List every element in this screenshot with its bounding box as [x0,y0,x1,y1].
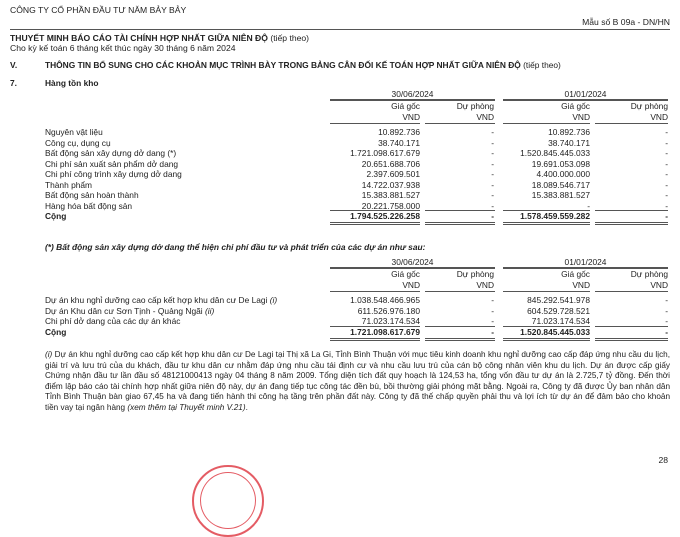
col-provision: Dự phòng [456,101,494,111]
rule [330,338,420,339]
cost-value-1: 2.397.609.501 [366,169,420,179]
table-row [0,138,680,149]
rule [425,222,495,223]
rule [595,338,668,339]
para-end: . [245,402,248,412]
cost-value-1: 14.722.037.938 [361,179,420,190]
col-provision: Dự phòng [630,269,668,279]
col-unit: VND [402,112,420,122]
row-label: Chi phí dở dang của các dự án khác [45,316,181,326]
cost-value-1: 10.892.736 [378,127,420,137]
rule [503,340,590,341]
page-title [10,33,309,43]
rule [595,340,668,341]
cost-value-1: 611.526.976.180 [357,305,420,316]
cost-value-2: 845.292.541.978 [527,295,590,305]
row-label: Bất động sản hoàn thành [45,190,139,200]
table-row [0,295,680,306]
row-label [45,306,214,316]
row-label: Nguyên vật liệu [45,127,103,137]
rule [503,291,590,292]
cost-value-2: 18.089.546.717 [531,179,590,190]
table-row [0,190,680,201]
table-row [0,180,680,191]
title-cont: (tiếp theo) [270,33,310,43]
rule [503,222,590,223]
col-cost: Giá gốc [391,101,420,111]
rule [425,340,495,341]
provision-value-2: - [665,127,668,137]
row-label [45,295,277,305]
cost-value-2: 1.578.459.559.282 [520,211,590,221]
provision-value-1: - [491,211,494,221]
cost-value-2: 10.892.736 [548,127,590,137]
header-rule [10,29,670,30]
provision-value-2: - [665,211,668,221]
row-label: Công cụ, dụng cụ [45,137,111,148]
provision-value-2: - [665,326,668,337]
col-unit: VND [572,112,590,122]
total-row [0,327,680,338]
provision-value-1: - [491,200,494,211]
provision-value-2: - [665,137,668,148]
row-ref: (ii) [204,305,215,316]
provision-value-1: - [491,295,494,305]
company-stamp [192,465,264,537]
col-date-2: 01/01/2024 [564,257,607,267]
cost-value-1: 1.721.098.617.679 [350,326,420,337]
provision-value-1: - [491,127,494,137]
section-cont: (tiếp theo) [523,60,561,70]
provision-value-1: - [491,169,494,179]
provision-value-1: - [491,305,494,316]
row-label: Cộng [45,211,67,221]
provision-value-2: - [665,169,668,179]
cost-value-1: 71.023.174.534 [361,316,420,326]
rule [330,340,420,341]
rule [330,123,420,124]
col-unit: VND [650,280,668,290]
cost-value-1: 38.740.171 [378,137,420,148]
col-cost: Giá gốc [561,101,590,111]
company-name: CÔNG TY CỔ PHẦN ĐẦU TƯ NĂM BẢY BẢY [10,5,187,15]
col-unit: VND [650,112,668,122]
cost-value-2: 4.400.000.000 [536,169,590,179]
provision-value-2: - [665,148,668,158]
provision-value-1: - [491,190,494,200]
rule [425,224,495,225]
cost-value-2: 1.520.845.445.033 [520,326,590,337]
title-main: THUYẾT MINH BÁO CÁO TÀI CHÍNH HỢP NHẤT GIỮA NIÊN ĐỘ [10,33,268,43]
table-row [0,169,680,180]
row-label: Cộng [45,326,67,337]
cost-value-2: 1.520.845.445.033 [520,148,590,158]
col-unit: VND [402,280,420,290]
provision-value-2: - [665,200,668,211]
cost-value-2: - [587,200,590,211]
col-cost: Giá gốc [391,269,420,279]
col-date-1: 30/06/2024 [391,89,434,99]
row-label: Bất động sản xây dựng dở dang (*) [45,148,177,158]
row-label-text: Dự án khu nghỉ dưỡng cao cấp kết hợp khu dân cư De Lagi [45,295,268,305]
page-number: 28 [658,455,668,465]
rule [330,224,420,225]
cost-value-1: 1.721.098.617.679 [350,148,420,158]
table-row [0,306,680,317]
cost-value-1: 20.221.758.000 [361,200,420,211]
total-row [0,211,680,222]
cost-value-1: 1.038.548.466.965 [350,295,420,305]
provision-value-1: - [491,179,494,190]
provision-value-1: - [491,316,494,326]
rule [503,338,590,339]
section-title [45,60,561,70]
cost-value-1: 20.651.688.706 [361,158,420,169]
rule [503,224,590,225]
row-label: Chi phí công trình xây dựng dở dang [45,169,182,179]
para-xref: (xem thêm tại Thuyết minh V.21) [127,402,246,412]
provision-value-2: - [665,295,668,305]
para-ref: (i) [45,350,53,359]
form-number: Mẫu số B 09a - DN/HN [582,17,670,27]
cost-value-2: 71.023.174.534 [531,316,590,326]
project-note-paragraph [45,350,670,414]
table-row [0,148,680,159]
cost-value-2: 38.740.171 [548,137,590,148]
cost-value-2: 19.691.053.098 [531,158,590,169]
rule [595,224,668,225]
cost-value-1: 1.794.525.226.258 [350,211,420,221]
provision-value-1: - [491,326,494,337]
rule [595,123,668,124]
row-label: Thành phẩm [45,179,93,190]
col-provision: Dự phòng [456,269,494,279]
col-unit: VND [572,280,590,290]
section-number: V. [10,60,18,70]
rule [595,222,668,223]
row-label-text: Dự án Khu dân cư Sơn Tịnh - Quảng Ngãi [45,305,203,316]
row-ref: (i) [269,295,278,305]
note-title: (*) Bất động sản xây dựng dở dang thể hiện chi phí đầu tư và phát triển của các dự án như sau: [45,242,426,252]
table-row [0,127,680,138]
subsection-number: 7. [10,78,17,88]
rule [425,123,495,124]
table-row [0,159,680,170]
section-title-text: THÔNG TIN BỔ SUNG CHO CÁC KHOẢN MỤC TRÌNH BÀY TRONG BẢNG CÂN ĐỐI KẾ TOÁN HỢP NHẤT GIỮA NIÊN ĐỘ [45,60,521,70]
subsection-title: Hàng tồn kho [45,78,99,88]
rule [330,291,420,292]
col-cost: Giá gốc [561,269,590,279]
cost-value-2: 15.383.881.527 [531,190,590,200]
col-provision: Dự phòng [630,101,668,111]
col-unit: VND [476,280,494,290]
rule [595,291,668,292]
provision-value-2: - [665,158,668,169]
provision-value-2: - [665,179,668,190]
row-label: Chi phí sản xuất sản phẩm dở dang [45,158,179,169]
cost-value-1: 15.383.881.527 [361,190,420,200]
col-date-1: 30/06/2024 [391,257,434,267]
rule [503,123,590,124]
provision-value-2: - [665,190,668,200]
cost-value-2: 604.529.728.521 [527,305,590,316]
rule [425,291,495,292]
col-unit: VND [476,112,494,122]
row-label: Hàng hóa bất động sản [45,200,133,211]
col-date-2: 01/01/2024 [564,89,607,99]
provision-value-1: - [491,137,494,148]
provision-value-2: - [665,305,668,316]
period: Cho kỳ kế toán 6 tháng kết thúc ngày 30 tháng 6 năm 2024 [10,43,236,53]
rule [330,222,420,223]
rule [425,338,495,339]
provision-value-1: - [491,148,494,158]
para-text: Dự án khu nghỉ dưỡng cao cấp kết hợp khu dân cư De Lagi tại Thị xã La Gi, Tỉnh Bình Thuận với mục tiêu kinh doanh khu nghỉ dưỡng cao cấp đáp ứng nhu cầu du lịch, giải trí và lưu trú của du khách, đầu tư khu dân cư nhằm đáp ứng nhu cầu tái định cư và nhu cầu lưu trú của cán bộ công nhân viên khu du lịch. Dự án được cấp giấy Chứng nhận đầu tư lần đầu số 48121000413 ngày 04 tháng 8 năm 2009. Tổng diện tích đất quy hoạch là 124,53 ha, tổng vốn đầu tư dự án là 2.725,7 tỷ đồng. Đến thời điểm lập báo cáo tài chính hợp nhất giữa niên độ này, dự án đang tiếp tục công tác đền bù, bồi thường giải phóng mặt bằng. Ngoài ra, Công ty đã được Ủy ban nhân dân Tỉnh Bình Thuận bàn giao 67,45 ha và đang tiến hành thi công hạ tầng trên phần đất này. Công ty đã thế chấp quyền phải thu và lợi ích từ dự án để đảm bảo cho khoản tiền vay tại ngân hàng [45,350,670,412]
provision-value-2: - [665,316,668,326]
provision-value-1: - [491,158,494,169]
